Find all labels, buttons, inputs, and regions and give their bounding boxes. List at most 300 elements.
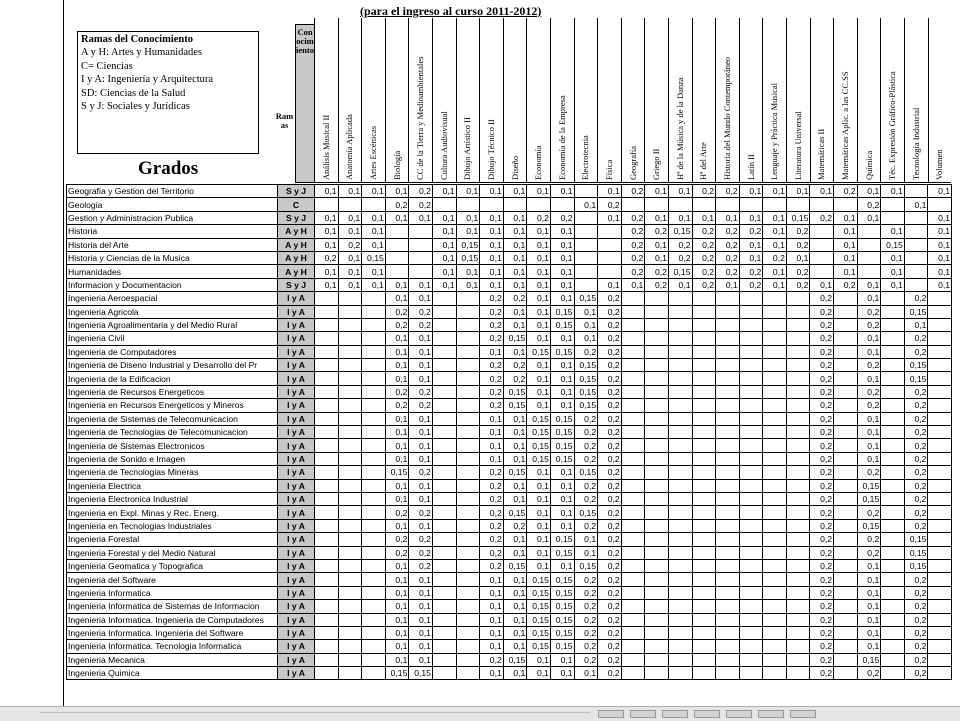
weight-cell: 0,2 xyxy=(598,533,622,546)
weight-cell: 0,15 xyxy=(550,533,574,546)
grado-name-cell: Ingenieria Forestal y del Medio Natural xyxy=(67,546,278,559)
window-scrollbar[interactable] xyxy=(0,706,960,721)
weight-cell xyxy=(668,452,692,465)
weight-cell: 0,2 xyxy=(598,385,622,398)
weight-cell xyxy=(739,466,763,479)
weight-cell: 0,1 xyxy=(928,251,952,264)
weight-cell xyxy=(315,519,339,532)
weight-cell: 0,1 xyxy=(503,492,527,505)
weight-cell: 0,1 xyxy=(527,479,551,492)
weight-cell: 0,2 xyxy=(810,332,834,345)
weight-cell: 0,2 xyxy=(598,198,622,211)
weight-cell: 0,1 xyxy=(645,211,669,224)
weight-cell xyxy=(432,345,456,358)
weight-cell xyxy=(362,586,386,599)
weight-cell xyxy=(881,600,905,613)
weight-cell xyxy=(668,466,692,479)
weight-cell xyxy=(315,399,339,412)
weight-cell xyxy=(645,559,669,572)
weight-cell xyxy=(786,533,810,546)
subject-header-label: Hª del Arte xyxy=(698,142,709,180)
weight-cell: 0,2 xyxy=(810,653,834,666)
weight-cell: 0,1 xyxy=(834,225,858,238)
weight-cell xyxy=(432,318,456,331)
weight-cell: 0,1 xyxy=(503,412,527,425)
weight-cell xyxy=(763,626,787,639)
weight-cell: 0,2 xyxy=(645,225,669,238)
weight-cell xyxy=(928,613,952,626)
weight-cell xyxy=(315,653,339,666)
weight-cell: 0,2 xyxy=(692,185,716,198)
weight-cell: 0,15 xyxy=(550,305,574,318)
weight-cell: 0,1 xyxy=(315,238,339,251)
weight-cell: 0,2 xyxy=(763,251,787,264)
weight-cell: 0,15 xyxy=(527,452,551,465)
weight-cell xyxy=(763,198,787,211)
weight-cell: 0,1 xyxy=(527,185,551,198)
subject-header xyxy=(715,18,739,183)
weight-cell: 0,1 xyxy=(503,479,527,492)
weight-cell: 0,2 xyxy=(574,600,598,613)
weight-cell: 0,15 xyxy=(904,546,928,559)
weight-cell xyxy=(645,546,669,559)
weight-cell: 0,1 xyxy=(409,653,433,666)
weight-cell: 0,2 xyxy=(598,640,622,653)
weight-cell: 0,1 xyxy=(928,265,952,278)
weight-cell xyxy=(739,626,763,639)
weight-cell: 0,1 xyxy=(432,278,456,291)
weight-cell xyxy=(503,198,527,211)
rama-cell: I y A xyxy=(278,466,315,479)
weight-cell xyxy=(338,546,362,559)
weight-cell: 0,2 xyxy=(598,492,622,505)
weight-cell: 0,1 xyxy=(338,265,362,278)
grado-name-cell: Ingenieria de Computadores xyxy=(67,345,278,358)
weight-cell xyxy=(621,533,645,546)
weight-cell: 0,1 xyxy=(385,292,409,305)
weight-cell xyxy=(645,372,669,385)
weight-cell xyxy=(645,667,669,680)
table-row xyxy=(67,359,952,372)
weight-cell: 0,1 xyxy=(480,345,504,358)
weight-cell xyxy=(881,533,905,546)
weight-cell xyxy=(904,211,928,224)
weight-cell xyxy=(362,426,386,439)
weight-cell: 0,2 xyxy=(857,466,881,479)
weight-cell xyxy=(716,452,740,465)
weight-cell: 0,1 xyxy=(810,278,834,291)
weight-cell: 0,1 xyxy=(550,185,574,198)
weight-cell: 0,2 xyxy=(315,251,339,264)
grado-name-cell: Ingenieria Electronica Industrial xyxy=(67,492,278,505)
rama-cell: I y A xyxy=(278,492,315,505)
grado-name-cell: Geografia y Gestion del Territorio xyxy=(67,185,278,198)
weight-cell xyxy=(456,533,480,546)
weight-cell: 0,15 xyxy=(503,653,527,666)
weight-cell: 0,1 xyxy=(881,278,905,291)
weight-cell: 0,1 xyxy=(385,653,409,666)
weight-cell: 0,1 xyxy=(550,265,574,278)
weight-cell: 0,15 xyxy=(904,372,928,385)
weight-cell: 0,1 xyxy=(598,278,622,291)
weight-cell: 0,15 xyxy=(904,533,928,546)
weight-cell xyxy=(621,479,645,492)
weight-cell: 0,1 xyxy=(503,185,527,198)
weight-cell: 0,2 xyxy=(810,640,834,653)
weight-cell xyxy=(928,573,952,586)
weight-cell xyxy=(574,211,598,224)
weight-cell: 0,2 xyxy=(621,225,645,238)
weight-cell: 0,1 xyxy=(480,640,504,653)
weight-cell xyxy=(692,399,716,412)
weight-cell: 0,2 xyxy=(810,412,834,425)
weight-cell: 0,15 xyxy=(550,345,574,358)
weight-cell xyxy=(598,225,622,238)
weight-cell xyxy=(645,533,669,546)
table-row xyxy=(67,385,952,398)
weight-cell: 0,1 xyxy=(503,345,527,358)
grado-name-cell: Ingenieria de la Edificacion xyxy=(67,372,278,385)
weight-cell: 0,2 xyxy=(904,573,928,586)
weight-cell xyxy=(315,667,339,680)
weight-cell: 0,1 xyxy=(857,332,881,345)
grado-name-cell: Ingenieria de Sistemas Electronicos xyxy=(67,439,278,452)
rama-cell: I y A xyxy=(278,399,315,412)
sheet-tab-button[interactable] xyxy=(694,710,720,718)
weight-cell xyxy=(763,318,787,331)
weight-cell: 0,15 xyxy=(503,385,527,398)
weight-cell xyxy=(645,492,669,505)
weight-cell xyxy=(786,640,810,653)
weight-cell xyxy=(621,372,645,385)
weight-cell: 0,1 xyxy=(480,573,504,586)
weight-cell xyxy=(834,559,858,572)
weight-cell xyxy=(574,185,598,198)
weight-cell xyxy=(621,426,645,439)
weight-cell: 0,15 xyxy=(574,399,598,412)
rama-cell: I y A xyxy=(278,292,315,305)
weight-cell xyxy=(362,345,386,358)
weight-cell xyxy=(362,559,386,572)
rama-cell: I y A xyxy=(278,533,315,546)
weight-cell: 0,1 xyxy=(385,278,409,291)
grado-name-cell: Ingenieria Informatica de Sistemas de Informacion xyxy=(67,600,278,613)
table-row xyxy=(67,185,952,198)
weight-cell: 0,2 xyxy=(574,640,598,653)
weight-cell xyxy=(409,238,433,251)
weight-cell: 0,2 xyxy=(810,318,834,331)
weight-cell xyxy=(668,305,692,318)
weight-cell: 0,1 xyxy=(857,278,881,291)
weight-cell xyxy=(739,198,763,211)
weight-cell: 0,1 xyxy=(385,211,409,224)
weight-cell xyxy=(716,372,740,385)
rama-cell: I y A xyxy=(278,452,315,465)
weight-cell xyxy=(668,479,692,492)
weight-cell xyxy=(763,653,787,666)
weight-cell xyxy=(456,626,480,639)
weight-cell xyxy=(786,519,810,532)
weight-cell xyxy=(692,372,716,385)
weight-cell: 0,2 xyxy=(904,492,928,505)
weight-cell: 0,1 xyxy=(928,211,952,224)
weight-cell xyxy=(432,466,456,479)
weight-cell xyxy=(928,506,952,519)
weight-cell: 0,1 xyxy=(550,292,574,305)
weight-cell xyxy=(432,452,456,465)
sheet-tab-button[interactable] xyxy=(726,710,752,718)
weight-cell: 0,1 xyxy=(480,238,504,251)
weight-cell xyxy=(315,640,339,653)
weight-cell: 0,15 xyxy=(668,265,692,278)
weight-cell: 0,1 xyxy=(527,519,551,532)
weight-cell xyxy=(834,292,858,305)
weight-cell xyxy=(834,546,858,559)
subject-header xyxy=(904,18,928,183)
weight-cell xyxy=(362,318,386,331)
subject-header xyxy=(432,18,456,183)
weight-cell xyxy=(338,479,362,492)
weight-cell: 0,2 xyxy=(598,452,622,465)
weight-cell: 0,1 xyxy=(480,613,504,626)
weight-cell: 0,15 xyxy=(550,626,574,639)
weight-cell: 0,2 xyxy=(480,506,504,519)
subject-header-label: Diseño xyxy=(509,155,520,180)
weight-cell xyxy=(692,345,716,358)
weight-cell xyxy=(786,573,810,586)
weight-cell xyxy=(834,452,858,465)
weight-cell xyxy=(928,600,952,613)
weight-cell xyxy=(432,492,456,505)
weight-cell xyxy=(456,292,480,305)
weight-cell: 0,1 xyxy=(480,586,504,599)
weight-cell: 0,1 xyxy=(928,185,952,198)
weight-cell xyxy=(692,586,716,599)
weight-cell: 0,1 xyxy=(527,292,551,305)
weight-cell: 0,15 xyxy=(574,466,598,479)
weight-cell: 0,1 xyxy=(362,265,386,278)
table-row xyxy=(67,600,952,613)
subject-header-label: Química xyxy=(863,150,874,180)
weight-cell: 0,1 xyxy=(763,265,787,278)
weight-cell: 0,2 xyxy=(810,600,834,613)
weight-cell xyxy=(315,452,339,465)
weight-cell xyxy=(763,640,787,653)
weight-cell xyxy=(621,292,645,305)
weight-cell xyxy=(881,211,905,224)
weight-cell xyxy=(834,613,858,626)
weight-cell: 0,2 xyxy=(574,573,598,586)
weight-cell xyxy=(645,573,669,586)
weight-cell xyxy=(338,667,362,680)
weight-cell xyxy=(456,452,480,465)
weight-cell xyxy=(786,399,810,412)
weight-cell: 0,2 xyxy=(409,506,433,519)
page-left-border xyxy=(63,0,64,706)
sheet-tab-button[interactable] xyxy=(758,710,784,718)
weight-cell: 0,2 xyxy=(480,318,504,331)
weight-cell xyxy=(362,506,386,519)
weight-cell: 0,1 xyxy=(527,251,551,264)
weight-cell xyxy=(928,345,952,358)
weight-cell xyxy=(432,359,456,372)
weight-cell xyxy=(928,198,952,211)
table-row xyxy=(67,546,952,559)
weight-cell xyxy=(362,198,386,211)
weight-cell xyxy=(645,305,669,318)
weight-cell xyxy=(668,198,692,211)
weight-cell: 0,1 xyxy=(385,359,409,372)
weight-cell: 0,1 xyxy=(550,359,574,372)
sheet-tab-button[interactable] xyxy=(790,710,816,718)
weight-cell: 0,2 xyxy=(810,305,834,318)
weight-cell xyxy=(786,613,810,626)
weight-cell: 0,2 xyxy=(904,600,928,613)
weight-cell: 0,2 xyxy=(904,399,928,412)
weight-cell xyxy=(881,292,905,305)
weight-cell xyxy=(834,466,858,479)
table-row xyxy=(67,439,952,452)
subject-header xyxy=(574,18,598,183)
weight-cell xyxy=(904,251,928,264)
weight-cell: 0,2 xyxy=(904,519,928,532)
weight-cell xyxy=(834,318,858,331)
weight-cell: 0,1 xyxy=(385,626,409,639)
weight-cell xyxy=(456,546,480,559)
weight-cell xyxy=(739,559,763,572)
weight-cell xyxy=(763,519,787,532)
weight-cell: 0,2 xyxy=(574,626,598,639)
weight-cell: 0,1 xyxy=(857,185,881,198)
weight-cell: 0,2 xyxy=(786,278,810,291)
weight-cell: 0,1 xyxy=(385,559,409,572)
weight-cell xyxy=(786,345,810,358)
weight-cell: 0,2 xyxy=(810,452,834,465)
weight-cell: 0,2 xyxy=(385,399,409,412)
weight-cell: 0,1 xyxy=(574,667,598,680)
subject-header xyxy=(668,18,692,183)
weight-cell: 0,1 xyxy=(480,211,504,224)
weight-cell: 0,1 xyxy=(432,251,456,264)
weight-cell xyxy=(456,600,480,613)
weight-cell: 0,1 xyxy=(550,492,574,505)
table-row xyxy=(67,573,952,586)
weight-cell: 0,15 xyxy=(857,492,881,505)
weight-cell: 0,1 xyxy=(527,265,551,278)
weight-cell: 0,1 xyxy=(550,372,574,385)
table-row xyxy=(67,479,952,492)
weight-cell xyxy=(385,238,409,251)
weight-cell: 0,2 xyxy=(503,372,527,385)
weight-cell: 0,2 xyxy=(904,667,928,680)
grado-name-cell: Ingenieria de Recursos Energeticos xyxy=(67,385,278,398)
weight-cell: 0,15 xyxy=(550,452,574,465)
weight-cell: 0,1 xyxy=(409,519,433,532)
weight-cell: 0,1 xyxy=(409,211,433,224)
weight-cell: 0,1 xyxy=(550,466,574,479)
weight-cell xyxy=(362,600,386,613)
weight-cell: 0,15 xyxy=(550,613,574,626)
weight-cell: 0,2 xyxy=(385,318,409,331)
weight-cell: 0,15 xyxy=(904,559,928,572)
weight-cell xyxy=(692,653,716,666)
table-row xyxy=(67,345,952,358)
weight-cell xyxy=(716,318,740,331)
legend-line: S y J: Sociales y Jurídicas xyxy=(81,101,190,113)
weight-cell xyxy=(362,573,386,586)
weight-cell xyxy=(716,305,740,318)
weight-cell: 0,1 xyxy=(503,225,527,238)
rama-cell: I y A xyxy=(278,332,315,345)
weight-cell: 0,1 xyxy=(385,492,409,505)
weight-cell: 0,1 xyxy=(503,265,527,278)
weight-cell xyxy=(338,586,362,599)
weight-cell xyxy=(739,573,763,586)
table-row xyxy=(67,466,952,479)
weight-cell xyxy=(928,412,952,425)
weight-cell xyxy=(763,586,787,599)
weight-cell: 0,1 xyxy=(857,439,881,452)
scroll-track[interactable] xyxy=(40,712,590,713)
subject-header-label: Tecnología Industrial xyxy=(910,107,921,180)
weight-cell: 0,1 xyxy=(432,211,456,224)
weight-cell: 0,1 xyxy=(857,613,881,626)
weight-cell xyxy=(763,305,787,318)
weight-cell xyxy=(716,533,740,546)
ramas-column-heading: Ramas xyxy=(275,111,294,130)
sheet-tab-button[interactable] xyxy=(630,710,656,718)
weight-cell: 0,1 xyxy=(834,211,858,224)
weight-cell: 0,1 xyxy=(668,278,692,291)
subject-header xyxy=(928,18,952,183)
weight-cell: 0,2 xyxy=(574,586,598,599)
weight-cell xyxy=(716,332,740,345)
subject-header-label: Historia del Mundo Contemporáneo xyxy=(721,57,732,180)
weight-cell xyxy=(739,359,763,372)
rama-cell: I y A xyxy=(278,653,315,666)
weight-cell xyxy=(668,626,692,639)
weight-cell: 0,1 xyxy=(480,412,504,425)
weight-cell: 0,2 xyxy=(480,653,504,666)
weight-cell xyxy=(763,439,787,452)
sheet-tab-button[interactable] xyxy=(662,710,688,718)
weight-cell xyxy=(716,586,740,599)
subject-header-label: Hª de la Música y de la Danza xyxy=(674,77,685,180)
weight-cell xyxy=(716,626,740,639)
weight-cell: 0,1 xyxy=(786,185,810,198)
weight-cell xyxy=(928,626,952,639)
weight-cell: 0,2 xyxy=(598,305,622,318)
rama-cell: I y A xyxy=(278,385,315,398)
rama-cell: I y A xyxy=(278,546,315,559)
weight-cell xyxy=(692,479,716,492)
weight-cell: 0,1 xyxy=(385,573,409,586)
weight-cell xyxy=(881,345,905,358)
rama-cell: I y A xyxy=(278,426,315,439)
weight-cell: 0,2 xyxy=(810,559,834,572)
rama-cell: I y A xyxy=(278,359,315,372)
sheet-tab-button[interactable] xyxy=(598,710,624,718)
weight-cell: 0,2 xyxy=(598,667,622,680)
weight-cell: 0,1 xyxy=(409,345,433,358)
weight-cell: 0,2 xyxy=(503,359,527,372)
weight-cell xyxy=(668,519,692,532)
weight-cell: 0,2 xyxy=(621,238,645,251)
weight-cell: 0,1 xyxy=(574,533,598,546)
weights-table xyxy=(66,184,952,680)
weight-cell: 0,2 xyxy=(385,385,409,398)
weight-cell: 0,1 xyxy=(857,372,881,385)
